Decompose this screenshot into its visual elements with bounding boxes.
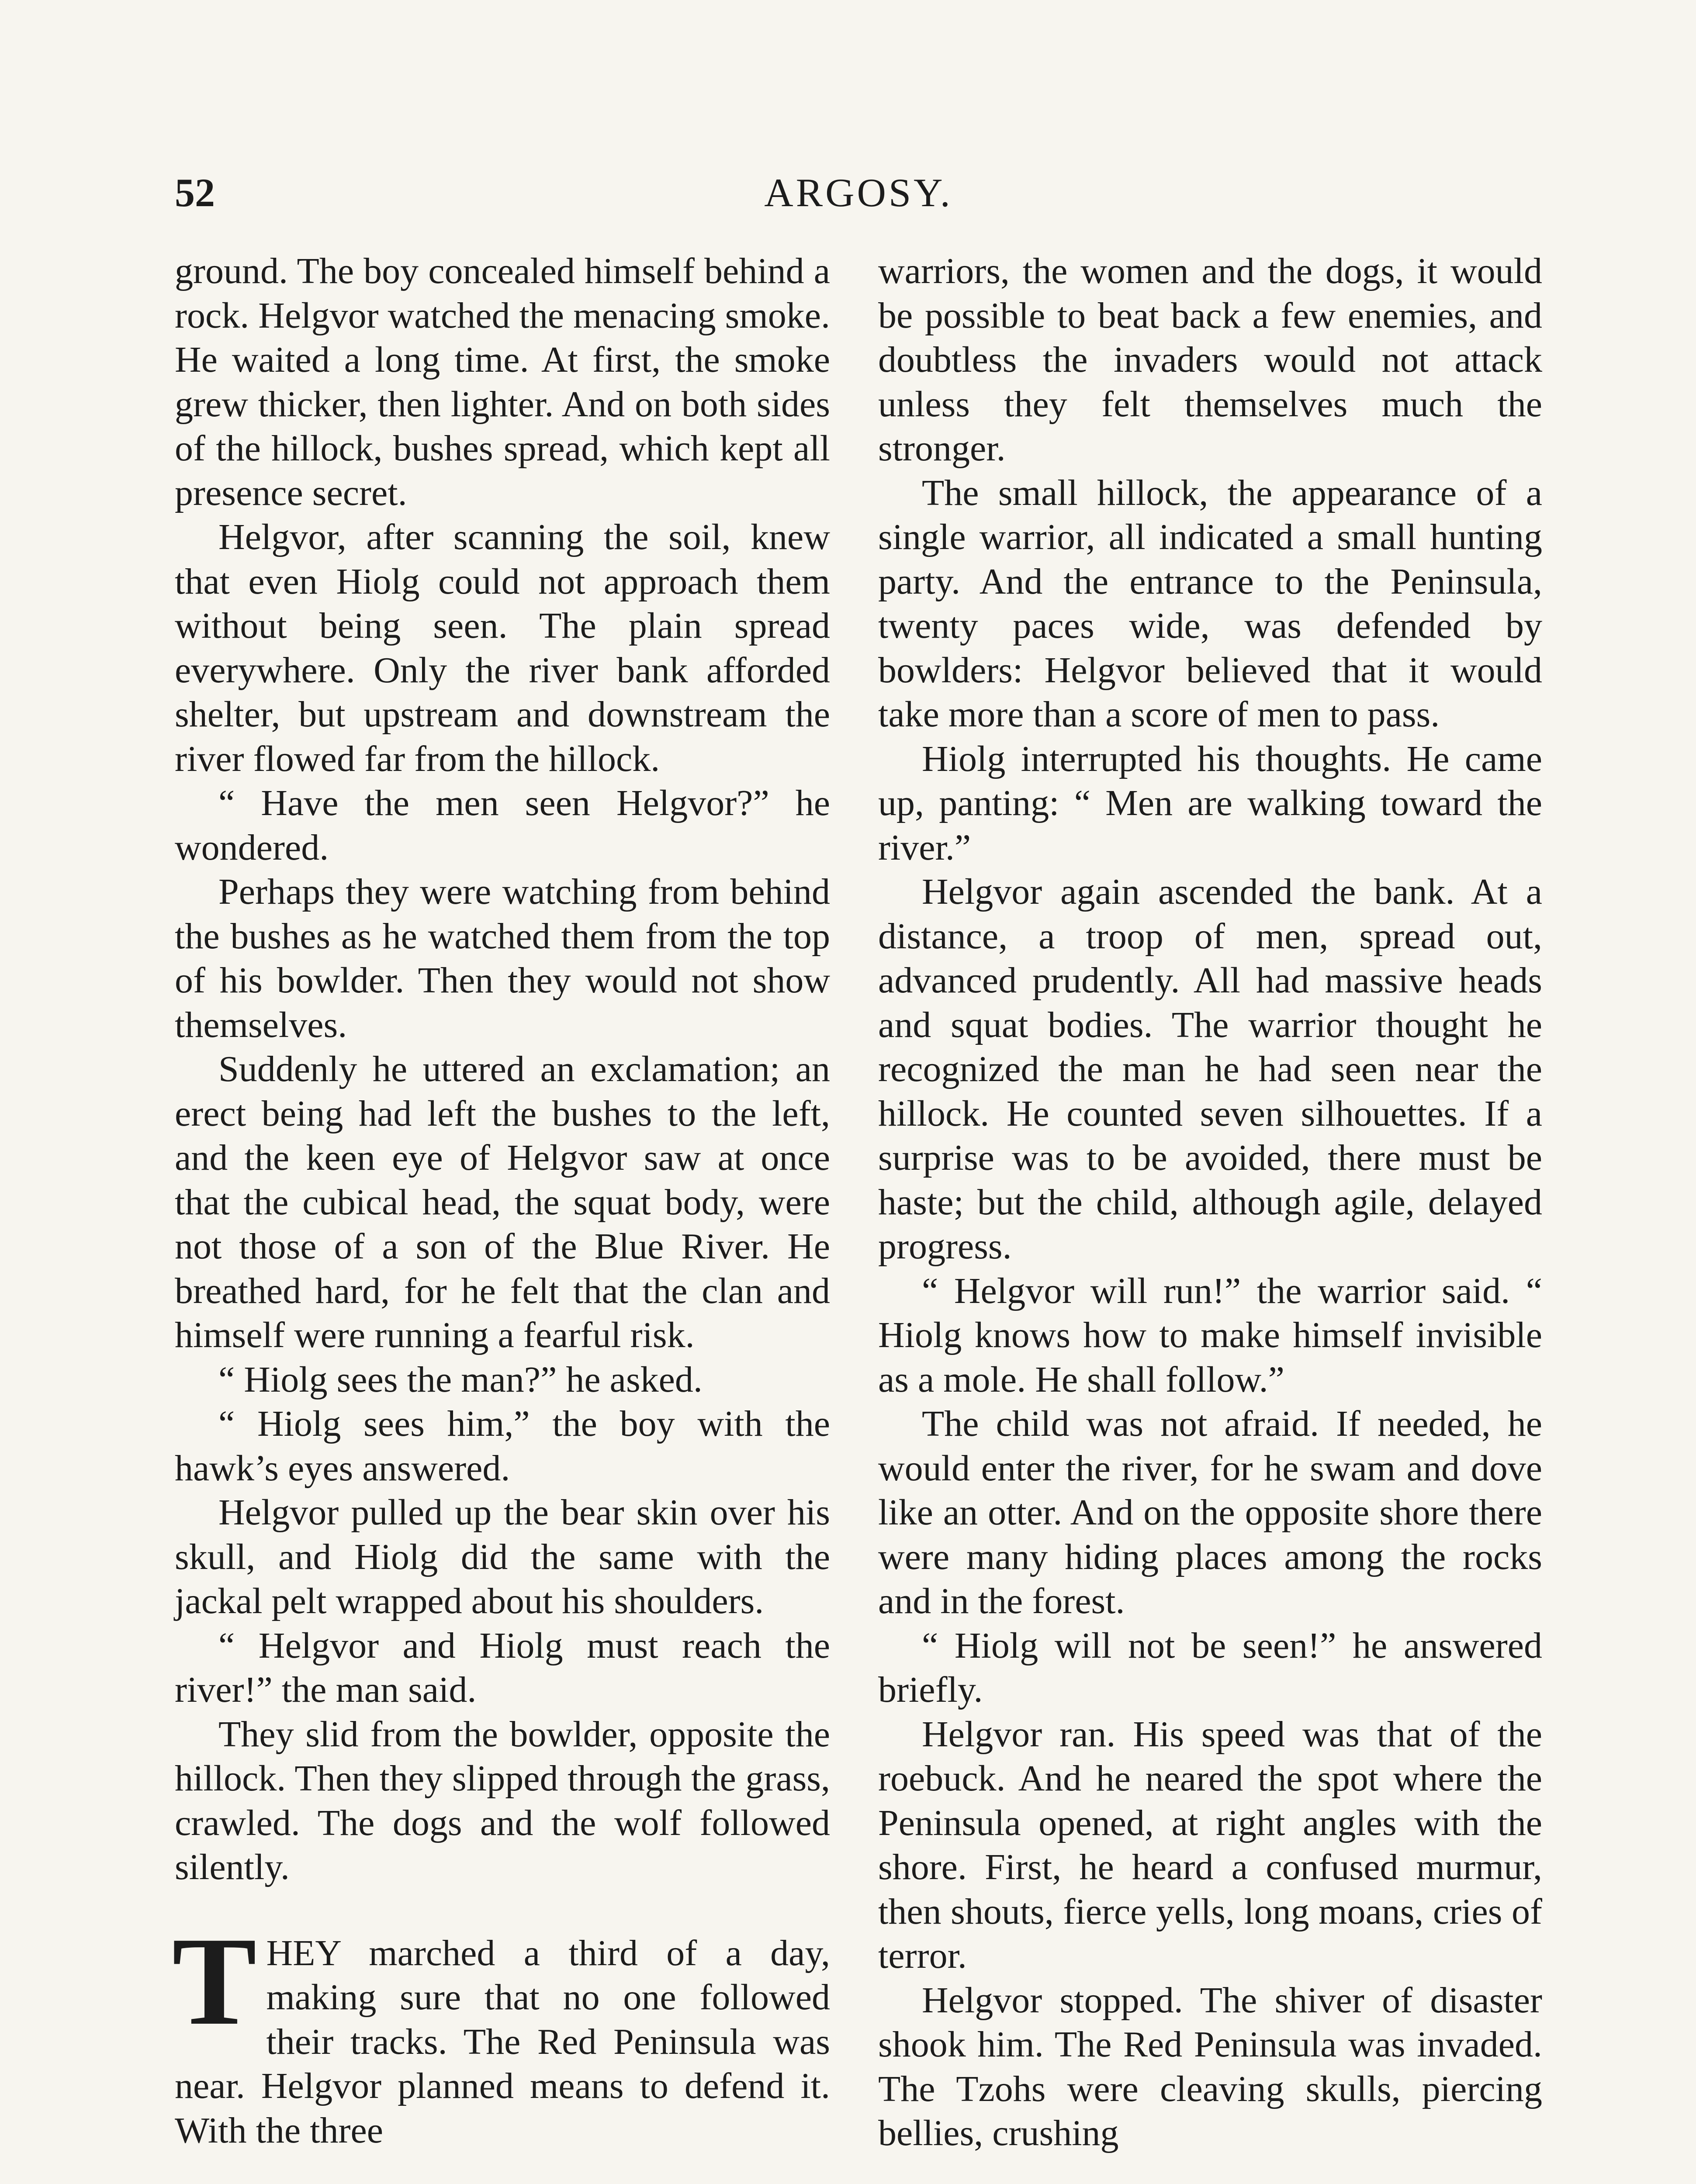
page-number: 52 [175,170,215,215]
running-title: ARGOSY. [764,170,953,215]
paragraph: “ Helgvor and Hiolg must reach the river!” the man said. [175,1625,830,1710]
section-first-word: HEY [266,1932,340,1973]
paragraph: They slid from the bowlder, opposite the hillock. Then they slipped through the grass, crawled. The dogs and the wolf followed silently. [175,1714,830,1887]
paragraph: The small hillock, the appearance of a single warrior, all indicated a small hunting party. And the entrance to the Peninsula, twenty paces wide, was defended by bowlders: Helgvor believed that it would take more than a score of men to pass. [878,472,1542,735]
paragraph: warriors, the women and the dogs, it would be possible to beat back a few enemies, and doubtless the invaders would not attack unless they felt themselves much the stronger. [878,251,1542,469]
left-column [172,249,830,2153]
section-paragraph [172,1911,830,2153]
paragraph: “ Hiolg sees the man?” he asked. [218,1359,703,1400]
paragraph: Helgvor pulled up the bear skin over his skull, and Hiolg did the same with the jackal pelt wrapped about his shoulders. [175,1492,830,1621]
paragraph: Helgvor, after scanning the soil, knew that even Hiolg could not approach them without being seen. The plain spread everywhere. Only the river bank afforded shelter, but upstream and downstream the river flowed far from the hillock. [175,517,830,779]
paragraph: “ Hiolg sees him,” the boy with the hawk’s eyes answered. [175,1403,830,1489]
paragraph: Helgvor again ascended the bank. At a distance, a troop of men, spread out, advanced prudently. All had massive heads and squat bodies. The warrior thought he recognized the man he had seen near the hillock. He counted seven silhouettes. If a surprise was to be avoided, there must be haste; but the child, although agile, delayed progress. [878,871,1542,1267]
paragraph: “ Hiolg will not be seen!” he answered briefly. [878,1625,1542,1710]
page-header [175,170,1542,234]
paragraph: “ Helgvor will run!” the warrior said. “ Hiolg knows how to make himself invisible as a mole. He shall follow.” [878,1270,1542,1400]
paragraph: Hiolg interrupted his thoughts. He came up, panting: “ Men are walking toward the river.” [878,738,1542,868]
paragraph: Suddenly he uttered an exclamation; an erect being had left the bushes to the left, and the keen eye of Helgvor saw at once that the cubical head, the squat body, were not those of a son of the Blue River. He breathed hard, for he felt that the clan and himself were running a fearful risk. [175,1049,830,1355]
paragraph: Helgvor ran. His speed was that of the roebuck. And he neared the spot where the Peninsula opened, at right angles with the shore. First, he heard a confused murmur, then shouts, fierce yells, long moans, cries of terror. [878,1714,1542,1976]
paragraph: Helgvor stopped. The shiver of disaster shook him. The Red Peninsula was invaded. The Tzohs were cleaving skulls, piercing bellies, crushing [878,1980,1542,2153]
drop-cap: T [172,1911,257,2051]
paragraph: “ Have the men seen Helgvor?” he wondered. [175,783,830,868]
right-column [878,249,1542,2156]
paragraph: The child was not afraid. If needed, he would enter the river, for he swam and dove like an otter. And on the opposite shore there were many hiding places among the rocks and in the forest. [878,1403,1542,1621]
paragraph: Perhaps they were watching from behind the bushes as he watched them from the top of his bowlder. Then they would not show themselves. [175,871,830,1045]
paragraph: ground. The boy concealed himself behind a rock. Helgvor watched the menacing smoke. He waited a long time. At first, the smoke grew thicker, then lighter. And on both sides of the hillock, bushes spread, which kept all presence secret. [175,251,830,513]
section-text: marched a third of a day, making sure that no one followed their tracks. The Red Peninsula was near. Helgvor planned means to defend it. With the three [175,1932,830,2151]
